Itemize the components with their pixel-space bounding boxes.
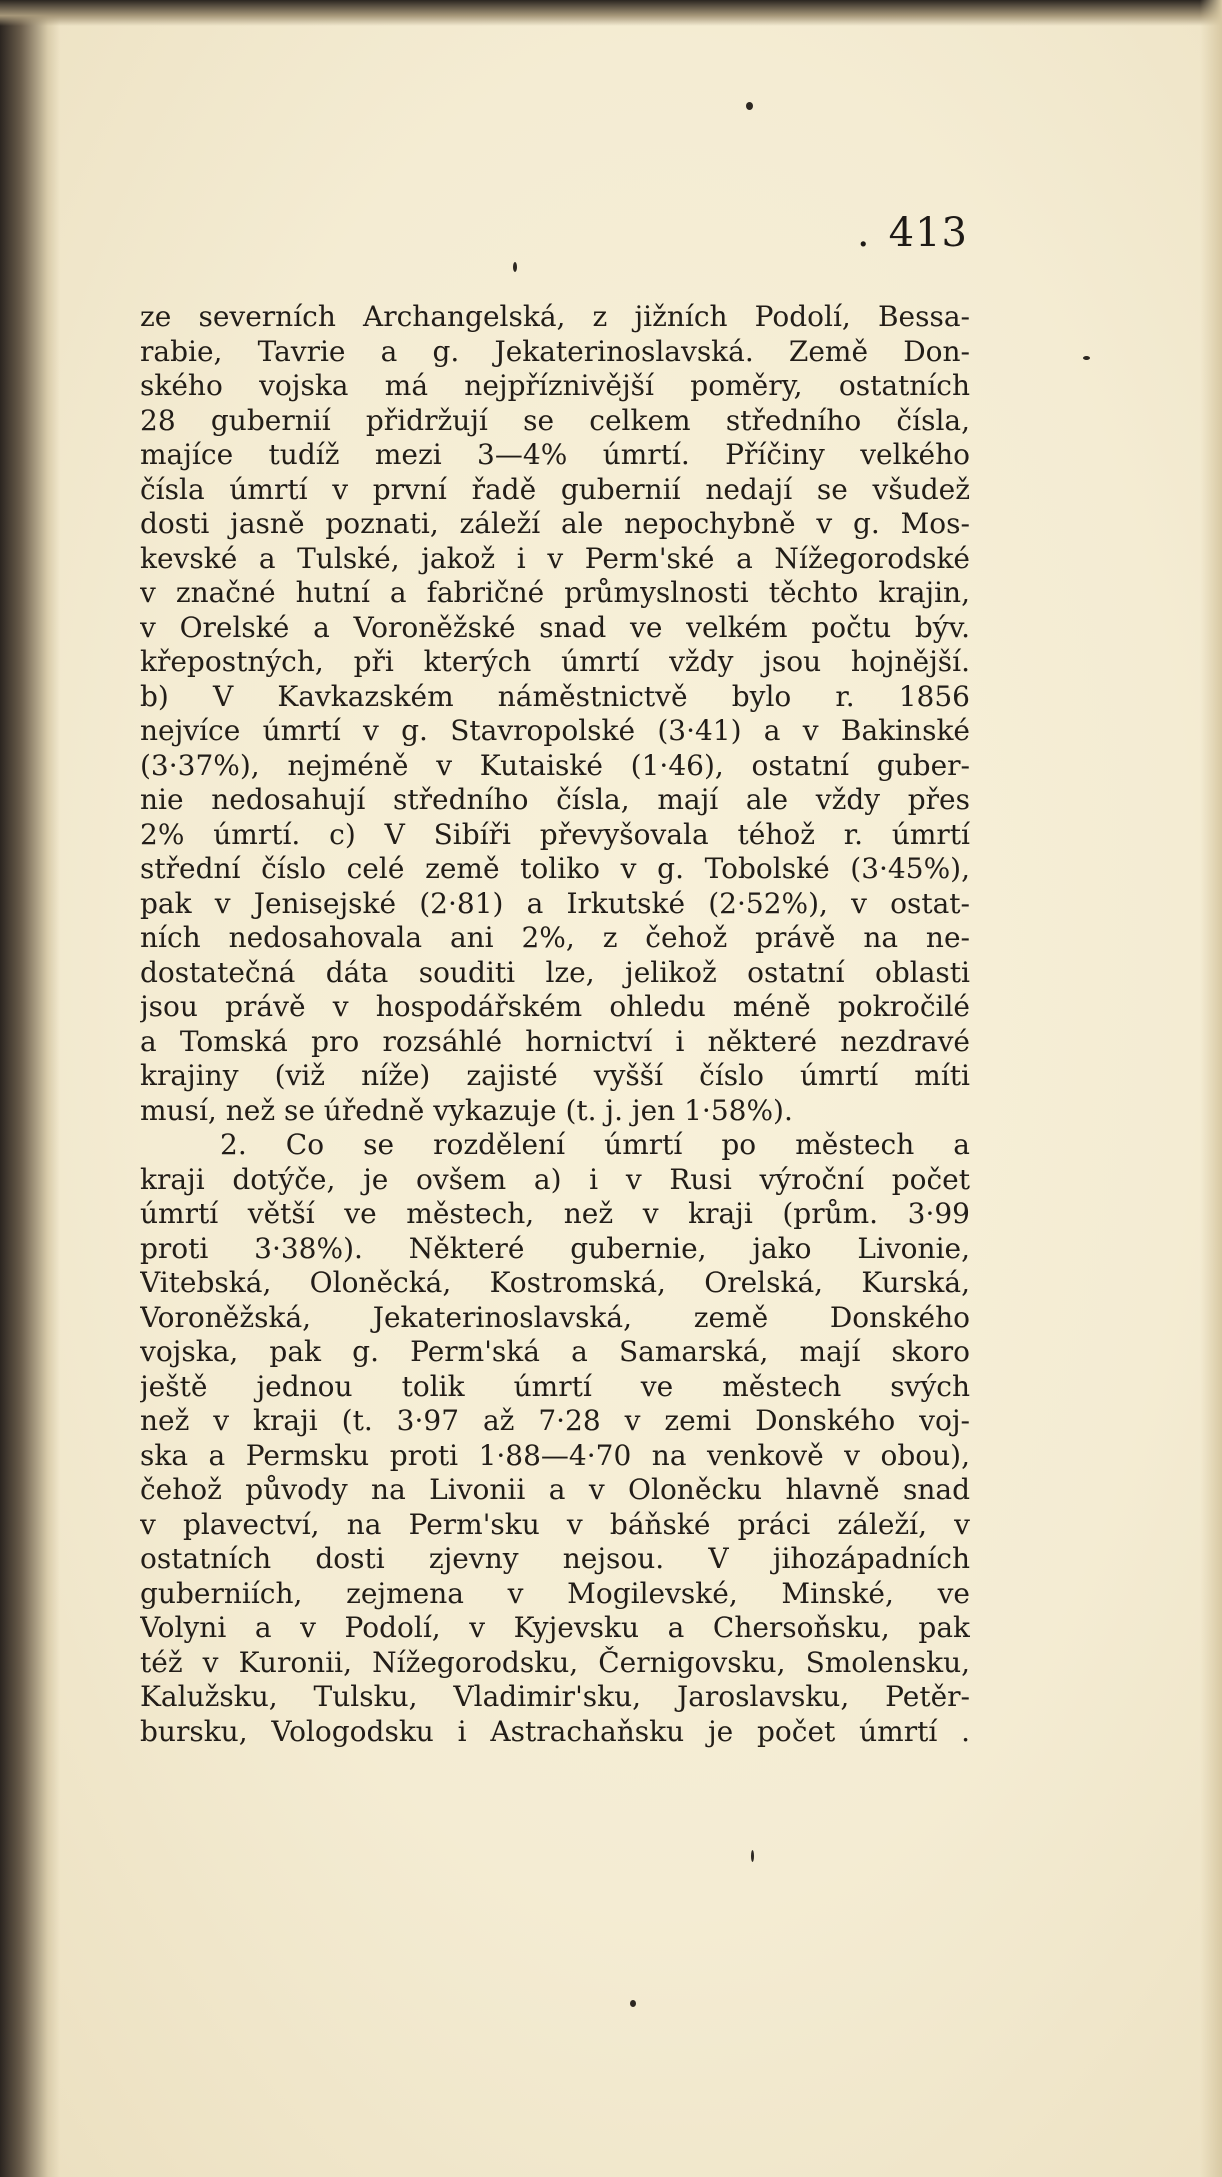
text-line: musí, než se úředně vykazuje (t. j. jen 1·58%). [140, 1093, 793, 1127]
text-line: Kalužsku, Tulsku, Vladimir'sku, Jaroslavsku, Petěr- [140, 1680, 970, 1713]
text-line: vojska, pak g. Perm'ská a Samarská, mají skoro [140, 1335, 970, 1368]
text-line: v Orelské a Voroněžské snad ve velkém počtu býv. [140, 610, 970, 644]
text-line: ska a Permsku proti 1·88—4·70 na venkově v obou), [140, 1438, 970, 1472]
text-line: než v kraji (t. 3·97 až 7·28 v zemi Donského voj- [140, 1404, 970, 1437]
text-line: Voroněžská, Jekaterinoslavská, země Donského [140, 1300, 970, 1334]
text-line: kevské a Tulské, jakož i v Perm'ské a Nížegorodské [140, 541, 970, 575]
paper-speck [513, 262, 517, 272]
text-line: guberniích, zejmena v Mogilevské, Minské, ve [140, 1576, 970, 1610]
text-line: dosti jasně poznati, záleží ale nepochybně v g. Mos- [140, 507, 970, 540]
page-right-edge [1200, 0, 1222, 2177]
paper-speck [751, 1850, 754, 1862]
text-line: ostatních dosti zjevny nejsou. V jihozápadních [140, 1542, 970, 1575]
text-line: dostatečná dáta souditi lze, jelikož ostatní oblasti [140, 955, 970, 989]
paper-speck [630, 2000, 636, 2007]
text-line: rabie, Tavrie a g. Jekaterinoslavská. Země Don- [140, 334, 970, 368]
text-line: nie nedosahují středního čísla, mají ale vždy přes [140, 783, 970, 816]
text-line: v značné hutní a fabričné průmyslnosti těchto krajin, [140, 576, 970, 609]
page-top-edge [0, 0, 1222, 26]
text-line: ze severních Archangelská, z jižních Podolí, Bessa- [140, 300, 970, 333]
text-line: ních nedosahovala ani 2%, z čehož právě na ne- [140, 921, 970, 954]
paper-speck [1083, 356, 1090, 360]
text-line: čísla úmrtí v první řadě gubernií nedají se všudež [140, 472, 970, 506]
text-line: (3·37%), nejméně v Kutaiské (1·46), ostatní guber- [140, 748, 970, 782]
text-line: čehož původy na Livonii a v Oloněcku hlavně snad [140, 1473, 970, 1506]
text-line: úmrtí větší ve městech, než v kraji (prům. 3·99 [140, 1197, 970, 1230]
text-line: 2% úmrtí. c) V Sibíři převyšovala téhož r. úmrtí [140, 817, 970, 851]
paper-speck [746, 102, 753, 110]
text-line: jsou právě v hospodářském ohledu méně pokročilé [140, 990, 970, 1023]
text-line: 2. Co se rozdělení úmrtí po městech a [220, 1128, 970, 1161]
text-line: Volyni a v Podolí, v Kyjevsku a Chersoňsku, pak [140, 1611, 970, 1644]
text-line: ského vojska má nejpříznivější poměry, ostatních [140, 369, 970, 402]
body-text [140, 300, 970, 1749]
text-line: b) V Kavkazském náměstnictvě bylo r. 1856 [140, 679, 970, 713]
text-line: ještě jednou tolik úmrtí ve městech svých [140, 1369, 970, 1403]
text-line: též v Kuronii, Nížegorodsku, Černigovsku, Smolensku, [140, 1645, 970, 1679]
text-line: střední číslo celé země toliko v g. Tobolské (3·45%), [140, 852, 970, 885]
text-line: křepostných, při kterých úmrtí vždy jsou hojnější. [140, 645, 970, 678]
text-line: kraji dotýče, je ovšem a) i v Rusi výroční počet [140, 1162, 970, 1196]
text-line: Vitebská, Oloněcká, Kostromská, Orelská, Kurská, [140, 1266, 970, 1299]
text-line: a Tomská pro rozsáhlé hornictví i některé nezdravé [140, 1024, 970, 1058]
text-line: pak v Jenisejské (2·81) a Irkutské (2·52%), v ostat- [140, 886, 970, 920]
text-line: majíce tudíž mezi 3—4% úmrtí. Příčiny velkého [140, 438, 970, 471]
page-number: . 413 [857, 210, 968, 256]
text-line: proti 3·38%). Některé gubernie, jako Livonie, [140, 1231, 970, 1265]
text-line: 28 gubernií přidržují se celkem středního čísla, [140, 403, 970, 437]
text-line: nejvíce úmrtí v g. Stavropolské (3·41) a v Bakinské [140, 714, 970, 747]
page-binding-shadow [0, 0, 60, 2177]
text-line: krajiny (viž níže) zajisté vyšší číslo úmrtí míti [140, 1059, 970, 1092]
text-line: bursku, Vologodsku i Astrachaňsku je počet úmrtí . [140, 1714, 970, 1748]
text-line: v plavectví, na Perm'sku v báňské práci záleží, v [140, 1507, 970, 1541]
